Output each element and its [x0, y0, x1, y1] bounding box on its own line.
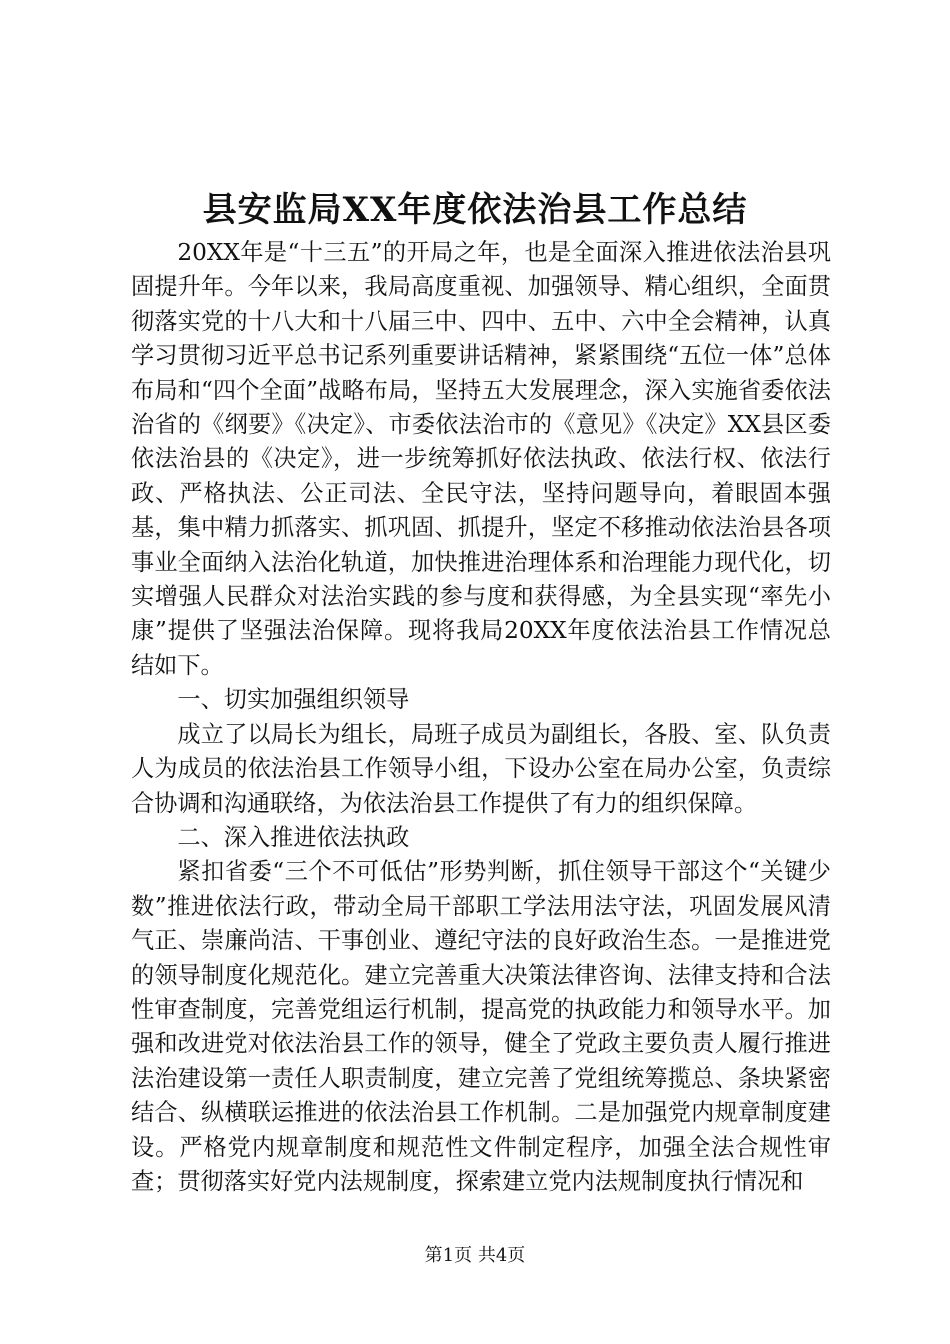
section-heading-2: 二、深入推进依法执政	[177, 823, 410, 851]
section-paragraph-2: 紧扣省委“三个不可低估”形势判断，抓住领导干部这个“关键少数”推进依法行政，带动全局干部职工学法用法守法，巩固发展风清气正、崇廉尚洁、干事创业、遵纪守法的良好政治生态。一是推进党的领导制度化规范化。建立完善重大决策法律咨询、法律支持和合法性审查制度，完善党组运行机制，提高党的执政能力和领导水平。加强和改进党对依法治县工作的领导，健全了党政主要负责人履行推进法治建设第一责任人职责制度，建立完善了党组统筹揽总、条块紧密结合、纵横联运推进的依法治县工作机制。二是加强党内规章制度建设。严格党内规章制度和规范性文件制定程序，加强全法合规性审查；贯彻落实好党内法规制度，探索建立党内法规制度执行情况和	[131, 858, 831, 1195]
document-title: 县安监局XX年度依法治县工作总结	[202, 190, 748, 230]
section-heading-1: 一、切实加强组织领导	[177, 686, 410, 714]
page-number-footer: 第1页 共4页	[424, 1245, 526, 1266]
document-body	[131, 236, 831, 1199]
section-paragraph-1: 成立了以局长为组长，局班子成员为副组长，各股、室、队负责人为成员的依法治县工作领导小组，下设办公室在局办公室，负责综合协调和沟通联络，为依法治县工作提供了有力的组织保障。	[131, 720, 831, 817]
intro-paragraph: 20XX年是“十三五”的开局之年，也是全面深入推进依法治县巩固提升年。今年以来，我局高度重视、加强领导、精心组织，全面贯彻落实党的十八大和十八届三中、四中、五中、六中全会精神，认真学习贯彻习近平总书记系列重要讲话精神，紧紧围绕“五位一体”总体布局和“四个全面”战略布局，坚持五大发展理念，深入实施省委依法治省的《纲要》《决定》、市委依法治市的《意见》《决定》XX县区委依法治县的《决定》，进一步统筹抓好依法执政、依法行权、依法行政、严格执法、公正司法、全民守法，坚持问题导向，着眼固本强基，集中精力抓落实、抓巩固、抓提升，坚定不移推动依法治县各项事业全面纳入法治化轨道，加快推进治理体系和治理能力现代化，切实增强人民群众对法治实践的参与度和获得感，为全县实现“率先小康”提供了坚强法治保障。现将我局20XX年度依法治县工作情况总结如下。	[131, 239, 831, 679]
